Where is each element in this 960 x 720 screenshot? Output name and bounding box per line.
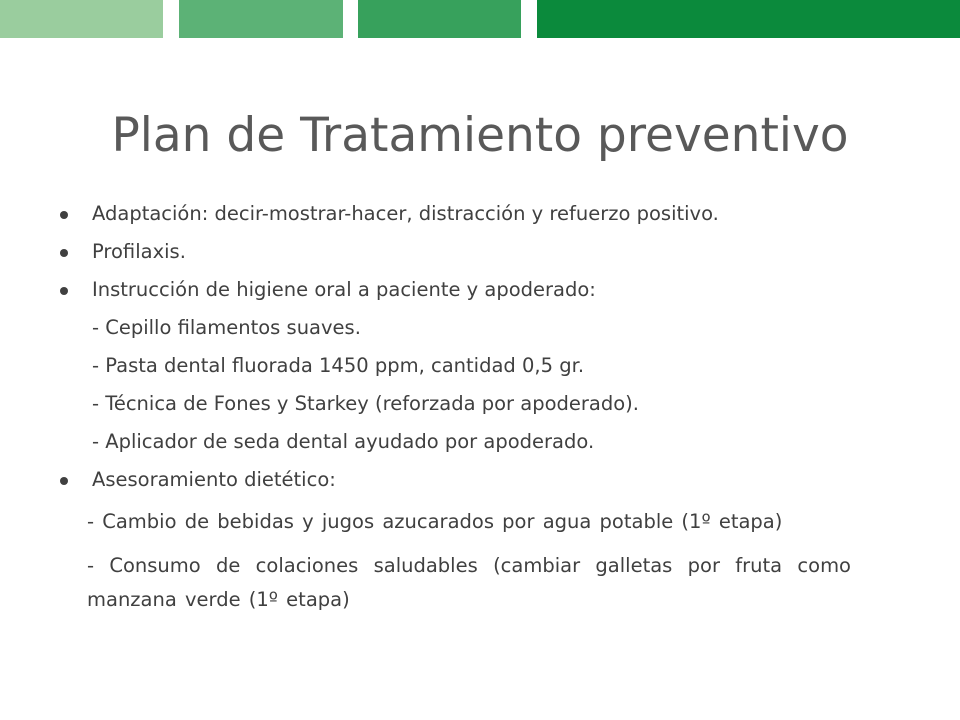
top-decorative-bars [0, 0, 960, 38]
bullet-icon [60, 287, 68, 295]
sub-item-aplicador: - Aplicador de seda dental ayudado por apoderado. [92, 430, 595, 453]
bullet-item-instruccion [60, 277, 906, 303]
bullet-icon [60, 211, 68, 219]
bullet-text: Asesoramiento dietético: [92, 468, 336, 491]
bullet-text: Instrucción de higiene oral a paciente y apoderado: [92, 278, 596, 301]
sub-item-consumo-cont: manzana verde (1º etapa) [87, 588, 350, 611]
bullet-text: Profilaxis. [92, 240, 186, 263]
decorative-bar-3 [358, 0, 521, 38]
bullet-item-adaptacion [60, 201, 906, 227]
decorative-bar-1 [0, 0, 163, 38]
slide-content [60, 201, 906, 627]
sub-item-cepillo: - Cepillo filamentos suaves. [92, 316, 361, 339]
slide-title: Plan de Tratamiento preventivo [111, 108, 849, 163]
bullet-item-profilaxis [60, 239, 906, 265]
sub-item-consumo [60, 549, 906, 617]
sub-item-tecnica: - Técnica de Fones y Starkey (reforzada por apoderado). [92, 392, 639, 415]
sub-item-cambio: - Cambio de bebidas y jugos azucarados por agua potable (1º etapa) [87, 510, 783, 533]
sub-item-consumo-line: - Consumo de colaciones saludables (cambiar galletas por fruta como [87, 554, 851, 577]
decorative-bar-2 [179, 0, 343, 38]
bullet-text: Adaptación: decir-mostrar-hacer, distracción y refuerzo positivo. [92, 202, 719, 225]
sub-item-pasta: - Pasta dental fluorada 1450 ppm, cantidad 0,5 gr. [92, 354, 585, 377]
decorative-bar-4 [537, 0, 960, 38]
bullet-item-asesoramiento [60, 467, 906, 493]
bullet-icon [60, 249, 68, 257]
bullet-icon [60, 477, 68, 485]
